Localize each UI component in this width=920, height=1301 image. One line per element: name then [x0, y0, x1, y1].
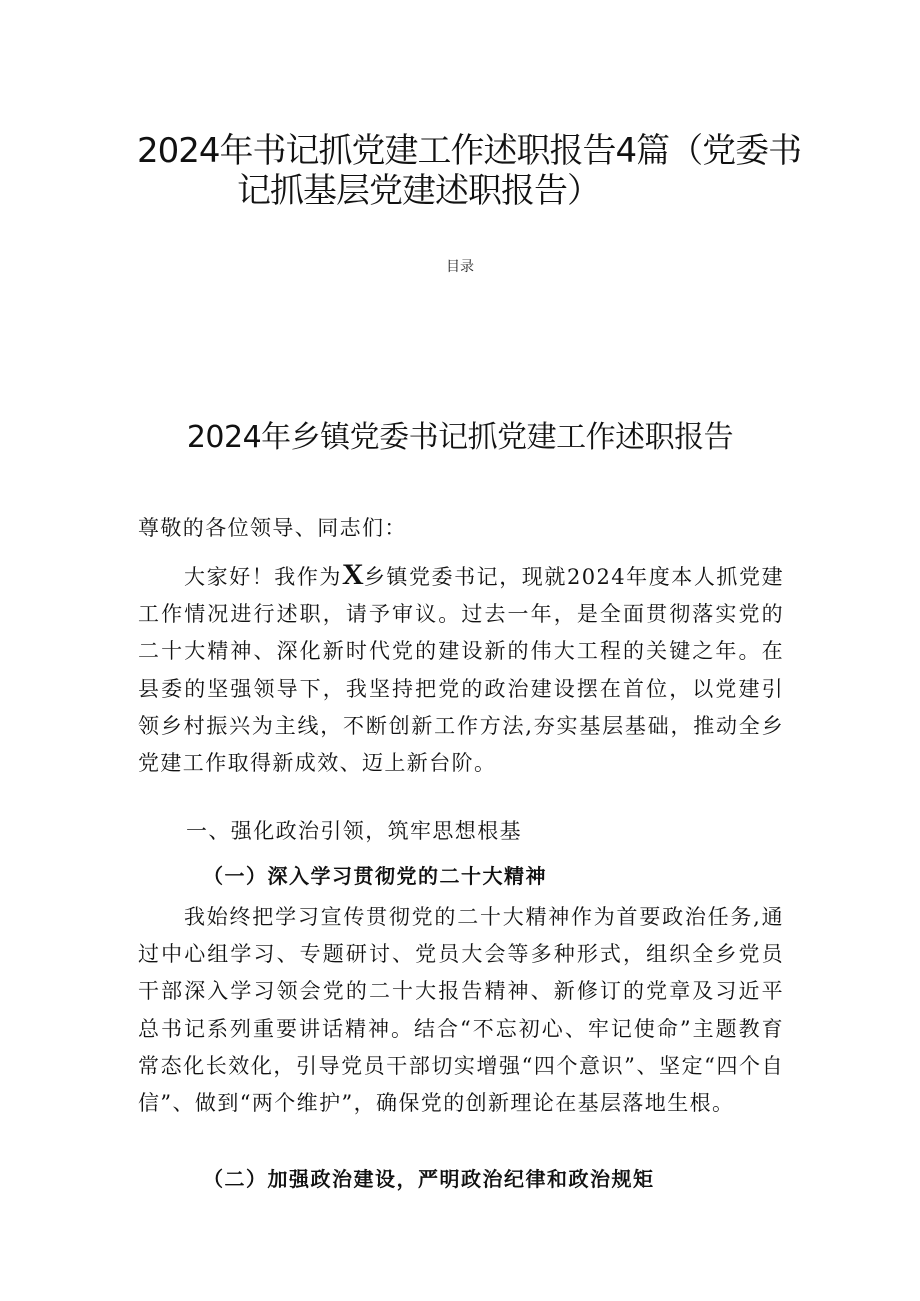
document-title-line-2: 记抓基层党建述职报告）	[237, 171, 600, 211]
heading-level-1: 一、强化政治引领，筑牢思想根基	[186, 819, 522, 843]
intro-text-start: 大家好！我作为	[184, 565, 342, 589]
heading-level-2-second: （二）加强政治建设，严明政治纪律和政治规矩	[203, 1167, 655, 1191]
table-of-contents-label: 目录	[446, 259, 474, 275]
placeholder-x: X	[341, 558, 364, 591]
document-title-line-1: 2024年书记抓党建工作述职报告4篇（党委书	[137, 131, 802, 171]
study-paragraph: 我始终把学习宣传贯彻党的二十大精神作为首要政治任务,通过中心组学习、专题研讨、党员大会等多种形式，组织全乡党员干部深入学习领会党的二十大报告精神、新修订的党章及习近平总书记系列重要讲话精神。结合“不忘初心、牢记使命”主题教育常态化长效化，引导党员干部切实增强“四个意识”、坚定“四个自信”、做到“两个维护”，确保党的创新理论在基层落地生根。	[138, 905, 784, 1116]
intro-text-rest: 乡镇党委书记，现就2024年度本人抓党建工作情况进行述职，请予审议。过去一年，是全面贯彻落实党的二十大精神、深化新时代党的建设新的伟大工程的关键之年。在县委的坚强领导下，我坚持把党的政治建设摆在首位，以党建引领乡村振兴为主线，不断创新工作方法,夯实基层基础，推动全乡党建工作取得新成效、迈上新台阶。	[138, 565, 784, 776]
intro-paragraph	[138, 556, 784, 782]
salutation: 尊敬的各位领导、同志们：	[138, 516, 407, 540]
section-title: 2024年乡镇党委书记抓党建工作述职报告	[186, 420, 734, 455]
heading-level-2-first: （一）深入学习贯彻党的二十大精神	[203, 864, 547, 888]
